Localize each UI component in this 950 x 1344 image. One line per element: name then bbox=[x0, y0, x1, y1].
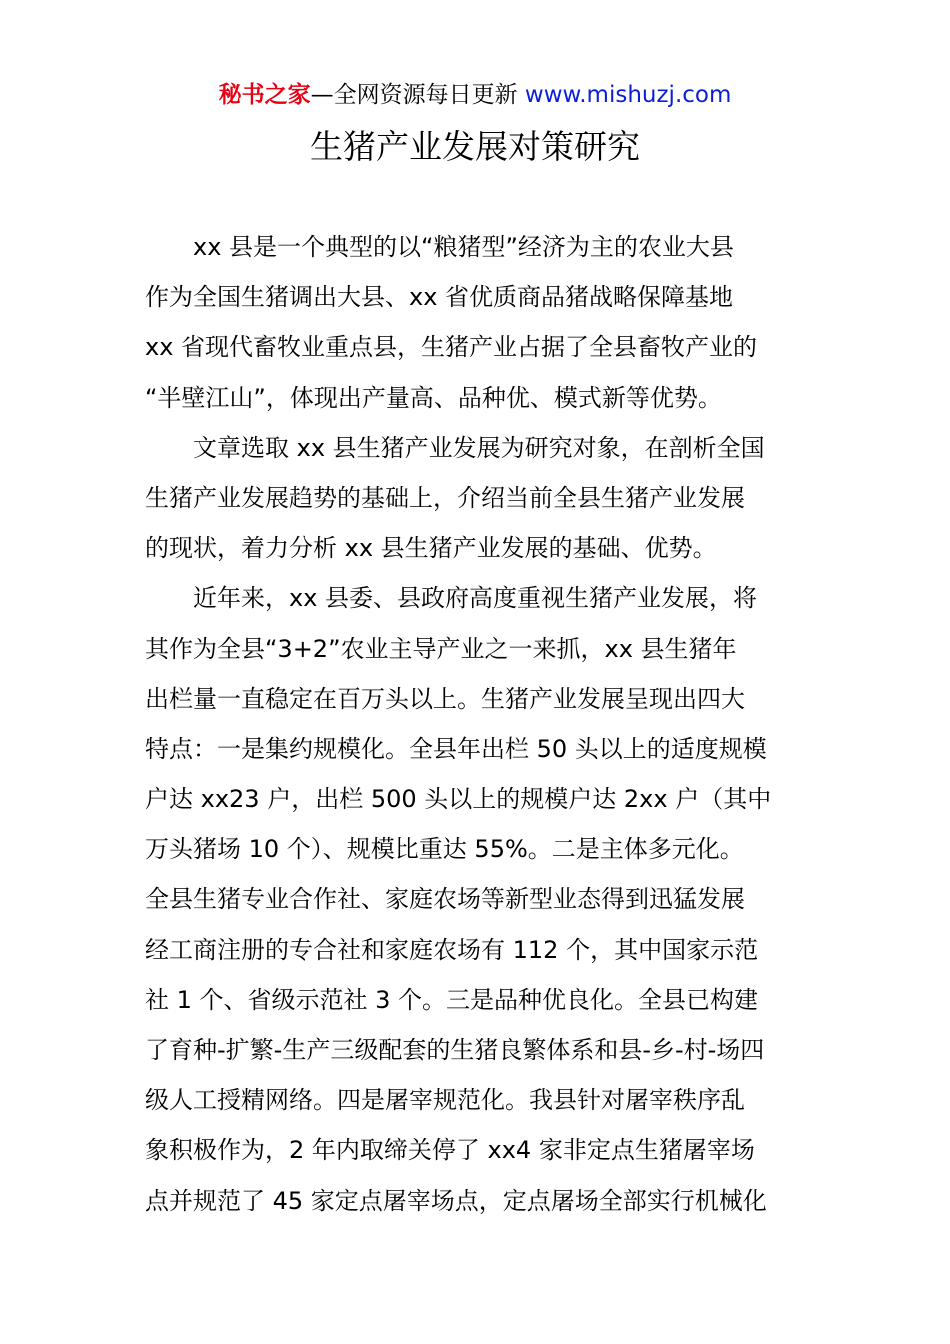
text-line: 的现状，着力分析 xx 县生猪产业发展的基础、优势。 bbox=[145, 534, 717, 563]
text-line: 级人工授精网络。四是屠宰规范化。我县针对屠宰秩序乱 bbox=[145, 1086, 745, 1115]
text-line: 作为全国生猪调出大县、xx 省优质商品猪战略保障基地 bbox=[145, 283, 734, 312]
text-line: 出栏量一直稳定在百万头以上。生猪产业发展呈现出四大 bbox=[145, 684, 745, 713]
text-line: 全县生猪专业合作社、家庭农场等新型业态得到迅猛发展 bbox=[145, 885, 745, 914]
text-line: 近年来，xx 县委、县政府高度重视生猪产业发展，将 bbox=[193, 584, 758, 613]
text-line: 文章选取 xx 县生猪产业发展为研究对象，在剖析全国 bbox=[193, 433, 765, 462]
site-header bbox=[0, 78, 950, 112]
text-line: 特点：一是集约规模化。全县年出栏 50 头以上的适度规模 bbox=[145, 734, 767, 763]
text-line: “半壁江山”，体现出产量高、品种优、模式新等优势。 bbox=[145, 383, 722, 412]
text-line: xx 县是一个典型的以“粮猪型”经济为主的农业大县 bbox=[193, 233, 734, 261]
text-line: xx 省现代畜牧业重点县，生猪产业占据了全县畜牧产业的 bbox=[145, 333, 758, 362]
site-url-link[interactable]: www.mishuzj.com bbox=[524, 82, 732, 108]
text-line: 其作为全县“3+2”农业主导产业之一来抓，xx 县生猪年 bbox=[145, 634, 737, 663]
site-tagline: —全网资源每日更新 bbox=[310, 82, 518, 108]
text-line: 了育种-扩繁-生产三级配套的生猪良繁体系和县-乡-村-场四 bbox=[145, 1036, 765, 1064]
text-line: 象积极作为，2 年内取缔关停了 xx4 家非定点生猪屠宰场 bbox=[145, 1136, 755, 1165]
text-line: 万头猪场 10 个）、规模比重达 55%。二是主体多元化。 bbox=[145, 835, 744, 864]
text-line: 点并规范了 45 家定点屠宰场点，定点屠场全部实行机械化 bbox=[145, 1186, 767, 1215]
text-line: 社 1 个、省级示范社 3 个。三是品种优良化。全县已构建 bbox=[145, 985, 759, 1014]
text-line: 户达 xx23 户，出栏 500 头以上的规模户达 2xx 户（其中 bbox=[145, 785, 772, 814]
text-line: 生猪产业发展趋势的基础上，介绍当前全县生猪产业发展 bbox=[145, 483, 745, 512]
document-body bbox=[145, 222, 807, 1226]
text-line: 经工商注册的专合社和家庭农场有 112 个，其中国家示范 bbox=[145, 935, 759, 964]
document-title: 生猪产业发展对策研究 bbox=[310, 127, 640, 166]
site-brand: 秘书之家 bbox=[218, 82, 311, 108]
